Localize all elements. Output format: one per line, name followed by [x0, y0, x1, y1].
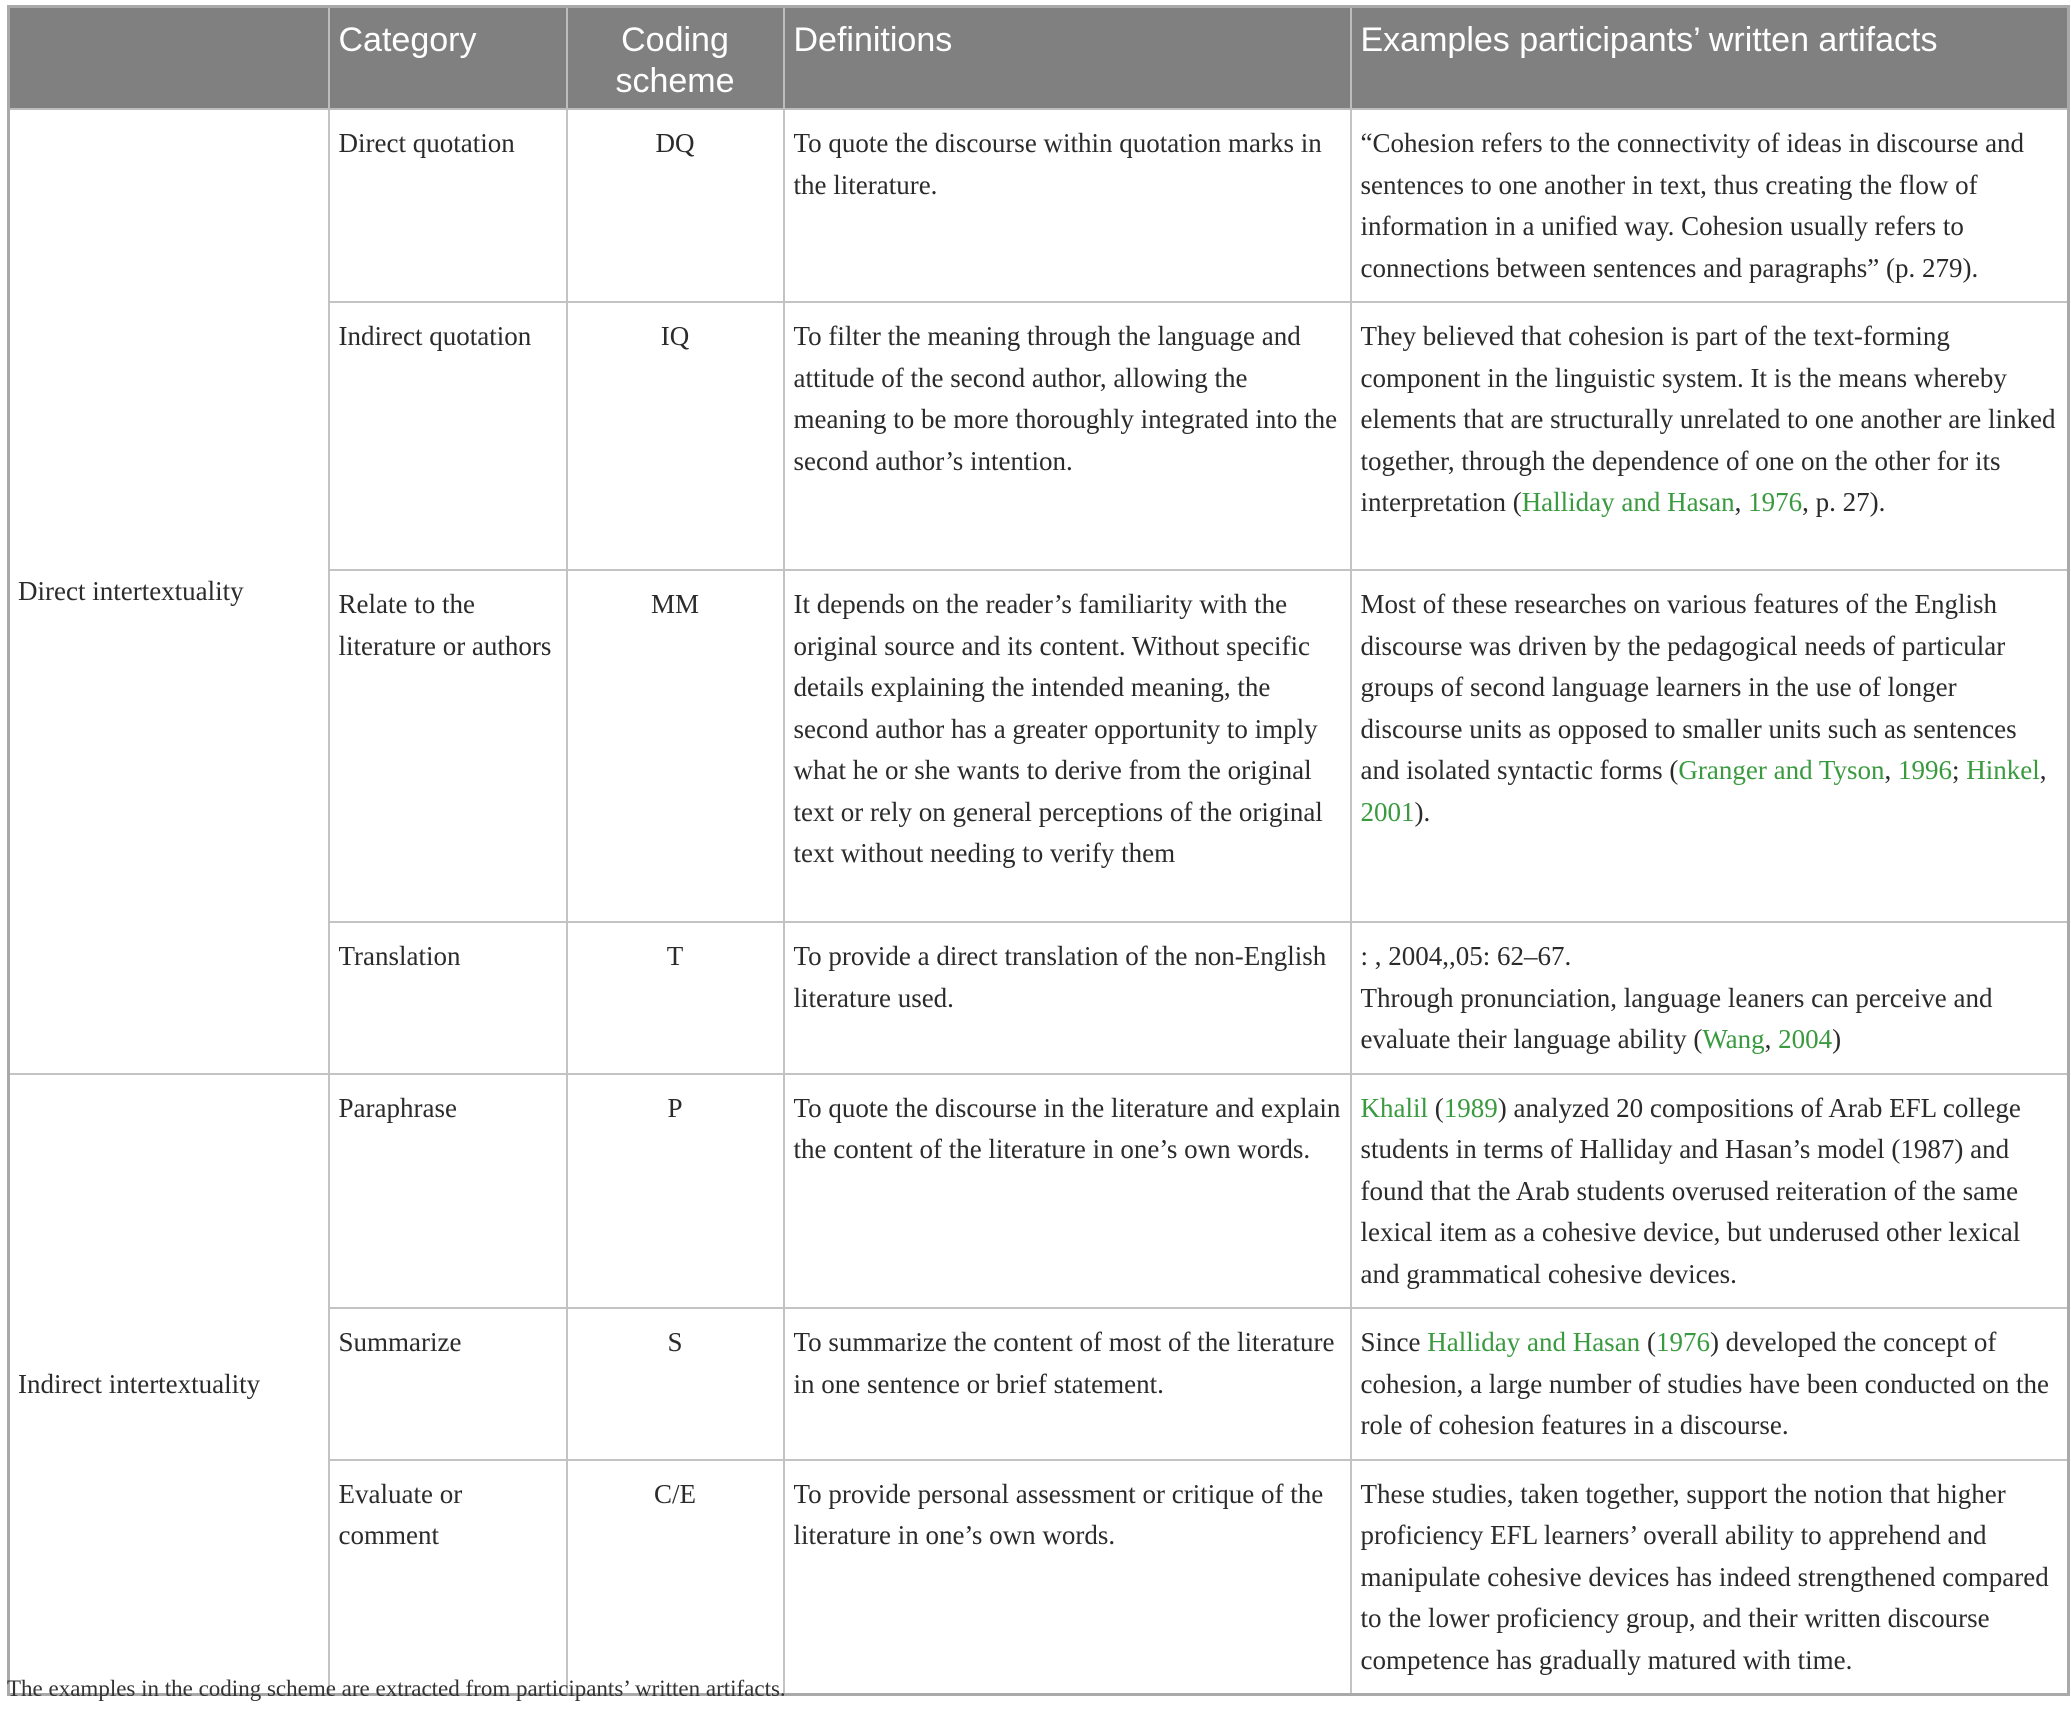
header-coding-scheme: Coding scheme: [567, 7, 784, 110]
example-text: They believed that cohesion is part of the text-forming component in the linguistic system. It is the means whereby elements that are structurally unrelated to one another are linked together, through the dependence of one on the other for its interpretation (: [1360, 321, 2056, 517]
row-category: Translation: [329, 922, 567, 1074]
example-text: Since: [1360, 1327, 1428, 1357]
row-definition: To provide personal assessment or critique of the literature in one’s own words.: [784, 1460, 1351, 1695]
row-code: S: [567, 1308, 784, 1460]
coding-scheme-table: [7, 5, 2070, 1696]
row-definition: To provide a direct translation of the non-English literature used.: [784, 922, 1351, 1074]
example-text: ,: [1764, 1024, 1779, 1054]
row-code: DQ: [567, 109, 784, 302]
row-example: [1351, 1308, 2069, 1460]
row-category: Direct quotation: [329, 109, 567, 302]
citation-link[interactable]: Khalil: [1360, 1092, 1428, 1123]
row-definition: To quote the discourse in the literature and explain the content of the literature in one’s own words.: [784, 1074, 1351, 1309]
example-text: Most of these researches on various features of the English discourse was driven by the pedagogical needs of particular groups of second language learners in the use of longer discourse units as opposed to smaller units such as sentences and isolated syntactic forms (: [1360, 589, 2017, 785]
citation-link[interactable]: 2004: [1778, 1024, 1833, 1054]
citation-link[interactable]: Halliday and Hasan: [1427, 1327, 1641, 1357]
row-example: [1351, 922, 2069, 1074]
table-footnote: The examples in the coding scheme are extracted from participants’ written artifacts.: [7, 1676, 786, 1701]
citation-link[interactable]: 1996: [1897, 755, 1952, 785]
row-example: [1351, 109, 2069, 302]
table-row: [9, 109, 2069, 302]
row-definition: It depends on the reader’s familiarity with the original source and its content. Without specific details explaining the intended meaning, the second author has a greater opportunity to imply what he or she wants to derive from the original text or rely on general perceptions of the original text without needing to verify them: [784, 570, 1351, 922]
row-example: [1351, 1074, 2069, 1309]
citation-link[interactable]: 1976: [1655, 1327, 1710, 1357]
row-code: P: [567, 1074, 784, 1309]
citation-link[interactable]: Halliday and Hasan: [1521, 487, 1735, 517]
row-example: [1351, 1460, 2069, 1695]
row-definition: To quote the discourse within quotation marks in the literature.: [784, 109, 1351, 302]
citation-link[interactable]: Hinkel: [1966, 755, 2040, 785]
row-example: [1351, 302, 2069, 570]
example-text: Through pronunciation, language leaners can perceive and evaluate their language ability (: [1360, 982, 1993, 1054]
header-examples: Examples participants’ written artifacts: [1351, 7, 2069, 110]
header-category: Category: [329, 7, 567, 110]
citation-link[interactable]: 2001: [1360, 796, 1415, 827]
header-group: [9, 7, 329, 110]
translation-example-text: [1361, 983, 1993, 1055]
row-category: Evaluate or comment: [329, 1460, 567, 1695]
row-category: Paraphrase: [329, 1074, 567, 1309]
row-code: MM: [567, 570, 784, 922]
example-text: , p. 27).: [1802, 487, 1886, 517]
example-text: (: [1640, 1327, 1656, 1357]
example-text: ,: [2039, 755, 2047, 785]
row-category: Indirect quotation: [329, 302, 567, 570]
row-category: Summarize: [329, 1308, 567, 1460]
example-text: ) analyzed 20 compositions of Arab EFL college students in terms of Halliday and Hasan’s model (1987) and found that the Arab students overused reiteration of the same lexical item as a cohesive device, but underused other lexical and grammatical cohesive devices.: [1360, 1092, 2021, 1289]
citation-link[interactable]: Granger and Tyson: [1678, 755, 1885, 785]
example-text: ,: [1734, 487, 1749, 517]
example-text: ,: [1884, 755, 1898, 785]
example-text: These studies, taken together, support the notion that higher proficiency EFL learners’ overall ability to apprehend and manipulate cohesive devices has indeed strengthened compared to the lower proficiency group, and their written discourse competence has gradually matured with time.: [1360, 1478, 2049, 1675]
row-example: [1351, 570, 2069, 922]
example-text: (: [1428, 1092, 1444, 1123]
group-indirect-intertextuality: Indirect intertextuality: [9, 1074, 329, 1695]
group-direct-intertextuality: Direct intertextuality: [9, 109, 329, 1074]
row-code: T: [567, 922, 784, 1074]
row-definition: To filter the meaning through the language and attitude of the second author, allowing the meaning to be more thoroughly integrated into the second author’s intention.: [784, 302, 1351, 570]
example-text: ): [1832, 1024, 1842, 1054]
header-row: [9, 7, 2069, 110]
row-category: Relate to the literature or authors: [329, 570, 567, 922]
example-text: ) developed the concept of cohesion, a large number of studies have been conducted on the role of cohesion features in a discourse.: [1360, 1327, 2050, 1440]
row-code: IQ: [567, 302, 784, 570]
citation-link[interactable]: Wang: [1702, 1024, 1765, 1054]
example-text: ;: [1951, 755, 1967, 785]
citation-link[interactable]: 1989: [1443, 1092, 1498, 1123]
citation-link[interactable]: 1976: [1748, 487, 1803, 517]
translation-source-line: : , 2004,,05: 62–67.: [1360, 941, 1572, 971]
row-definition: To summarize the content of most of the literature in one sentence or brief statement.: [784, 1308, 1351, 1460]
header-definitions: Definitions: [784, 7, 1351, 110]
row-code: C/E: [567, 1460, 784, 1695]
example-text: ).: [1414, 796, 1431, 827]
example-text: “Cohesion refers to the connectivity of ideas in discourse and sentences to one another in text, thus creating the flow of information in a unified way. Cohesion usually refers to connections between sentences and paragraphs” (p. 279).: [1360, 128, 2025, 283]
table-row: [9, 1074, 2069, 1309]
